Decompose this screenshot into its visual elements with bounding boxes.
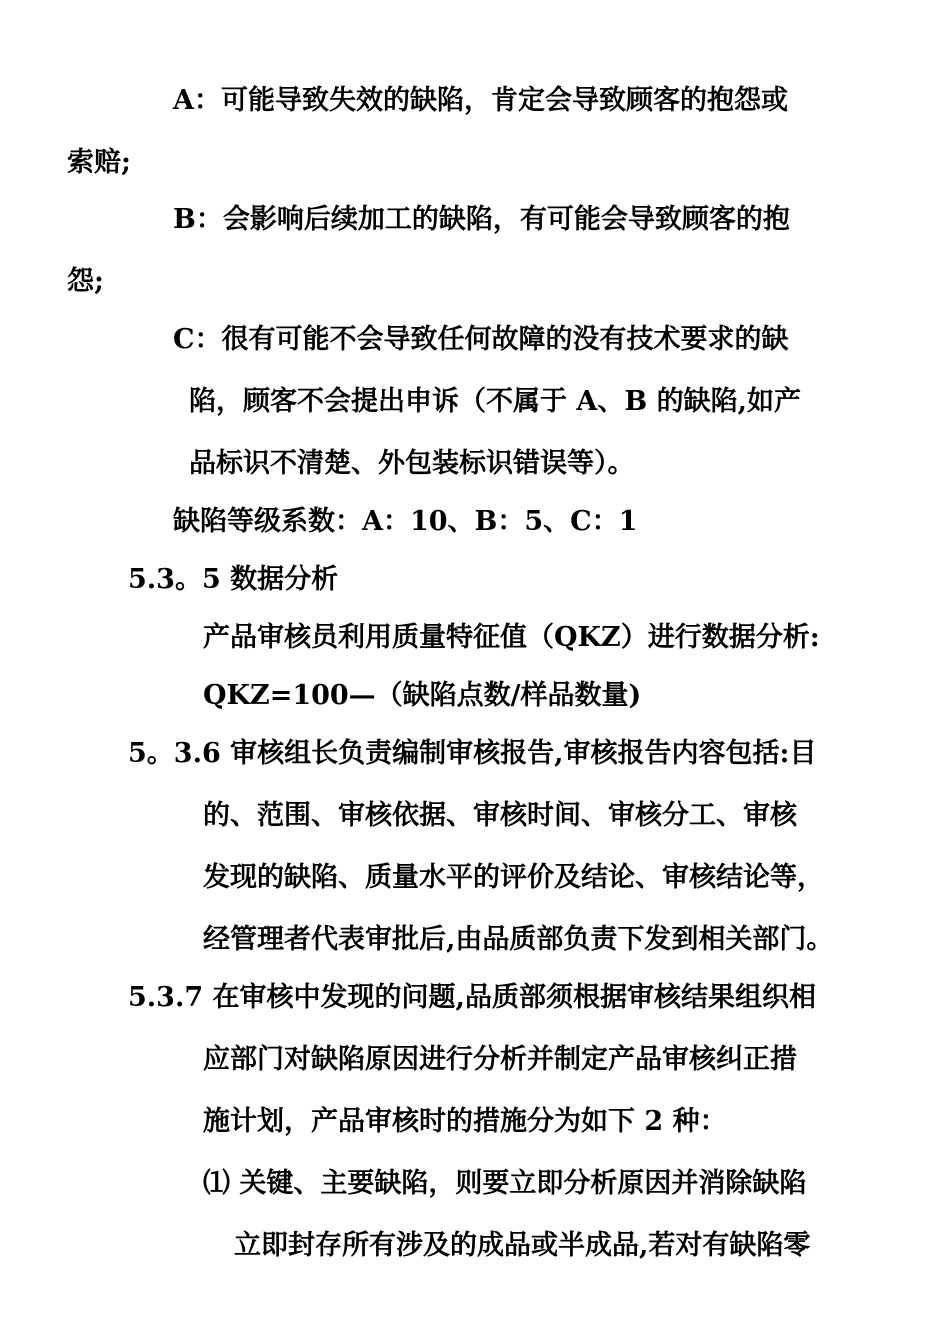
section-5-3-5-formula: QKZ=100—（缺陷点数/样品数量) bbox=[203, 680, 642, 711]
defect-coefficient-line: 缺陷等级系数：A：10、B：5、C：1 bbox=[173, 506, 638, 537]
grade-a-line-1: A：可能导致失效的缺陷，肯定会导致顾客的抱怨或 bbox=[173, 85, 788, 116]
section-5-3-7-line-2: 应部门对缺陷原因进行分析并制定产品审核纠正措 bbox=[203, 1044, 797, 1075]
section-5-3-7-line-3: 施计划，产品审核时的措施分为如下 2 种： bbox=[203, 1106, 727, 1137]
grade-b-line-2: 怨; bbox=[67, 266, 104, 297]
grade-c-line-3: 品标识不清楚、外包装标识错误等）。 bbox=[189, 448, 635, 479]
measure-1-line-2: 立即封存所有涉及的成品或半成品,若对有缺陷零 bbox=[234, 1230, 811, 1261]
grade-c-line-1: C：很有可能不会导致任何故障的没有技术要求的缺 bbox=[173, 324, 789, 355]
section-5-3-6-line-2: 的、范围、审核依据、审核时间、审核分工、审核 bbox=[203, 800, 797, 831]
section-5-3-6-line-4: 经管理者代表审批后,由品质部负责下发到相关部门。 bbox=[203, 924, 834, 955]
section-5-3-7-line-1: 5.3.7 在审核中发现的问题,品质部须根据审核结果组织相 bbox=[128, 982, 816, 1013]
section-5-3-5-heading: 5.3。5 数据分析 bbox=[128, 564, 339, 595]
section-5-3-6-line-1: 5。3.6 审核组长负责编制审核报告,审核报告内容包括:目 bbox=[128, 738, 817, 769]
measure-1-line-1: ⑴ 关键、主要缺陷，则要立即分析原因并消除缺陷 bbox=[203, 1168, 807, 1199]
grade-a-line-2: 索赔; bbox=[67, 147, 131, 178]
section-5-3-6-line-3: 发现的缺陷、质量水平的评价及结论、审核结论等， bbox=[203, 862, 824, 893]
grade-b-line-1: B：会影响后续加工的缺陷，有可能会导致顾客的抱 bbox=[173, 204, 790, 235]
section-5-3-5-line-1: 产品审核员利用质量特征值（QKZ）进行数据分析: bbox=[203, 622, 820, 653]
grade-c-line-2: 陷，顾客不会提出申诉（不属于 A、B 的缺陷,如产 bbox=[189, 386, 801, 417]
